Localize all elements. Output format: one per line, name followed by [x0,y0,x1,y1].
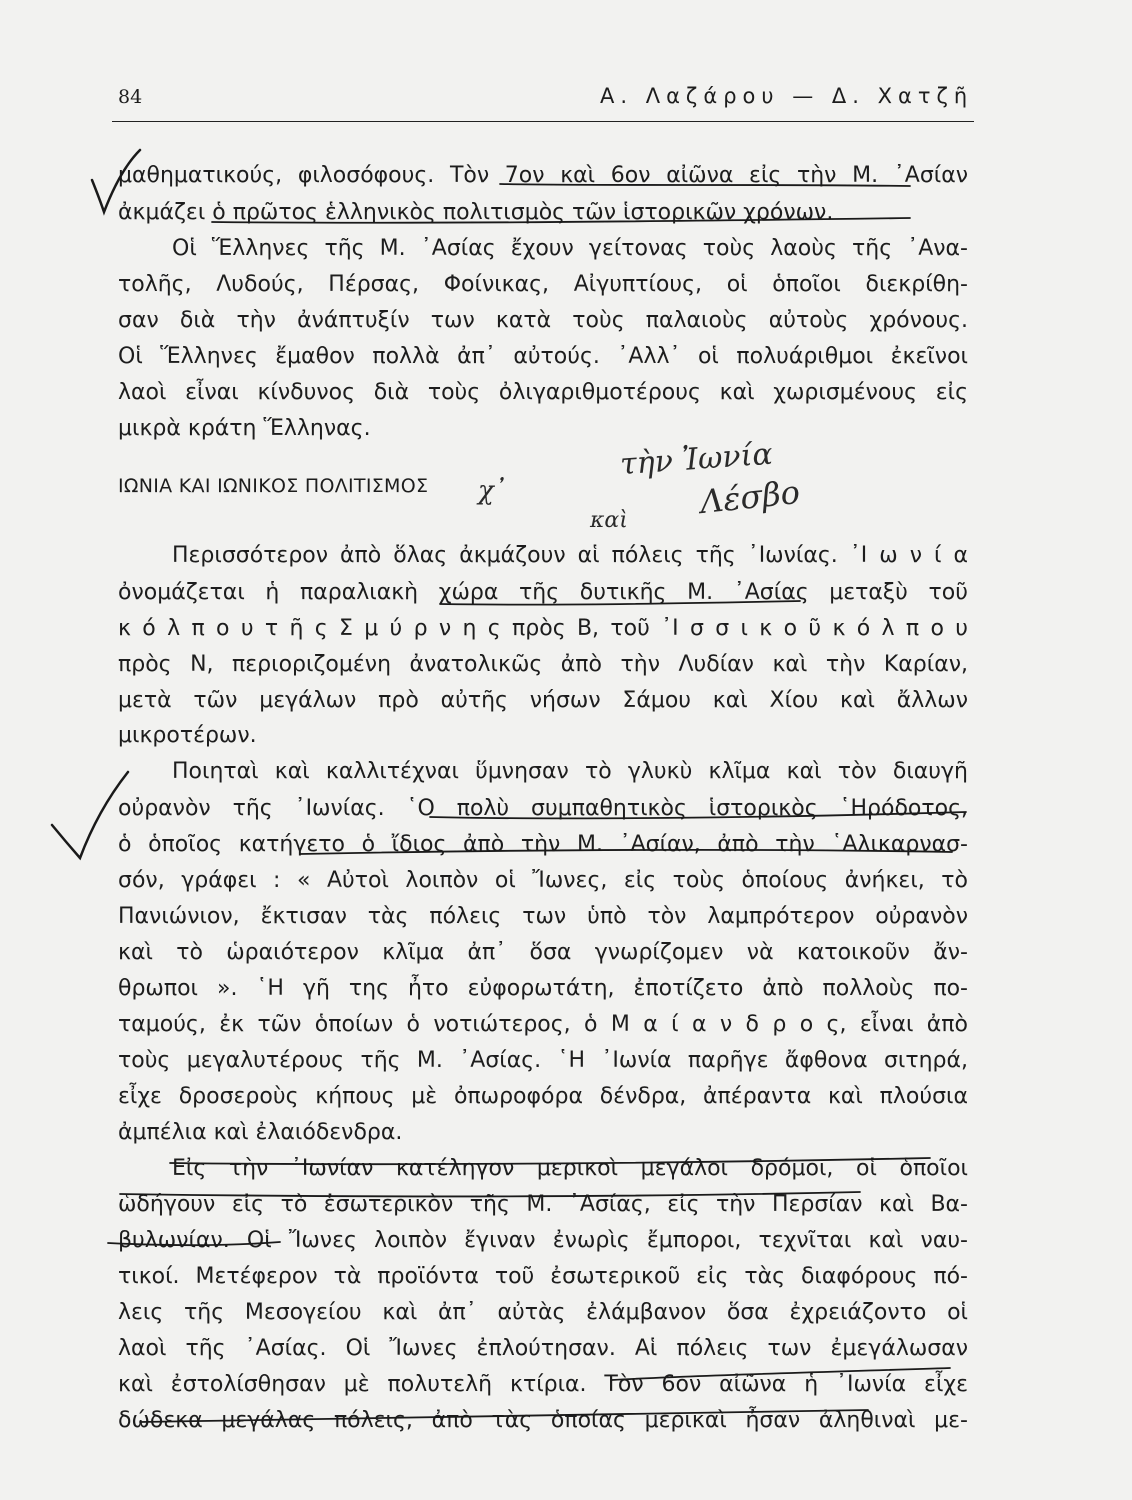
text-line: ταμούς, ἐκ τῶν ὁποίων ὁ νοτιώτερος, ὁ Μ α ί α ν δ ρ ο ς, εἶναι ἀπὸ [118,1012,968,1037]
text-line: τολῆς, Λυδούς, Πέρσας, Φοίνικας, Αἰγυπτίους, οἱ ὁποῖοι διεκρίθη- [118,272,968,297]
text-line: θρωποι ». ῾Η γῆ της ἦτο εὐφορωτάτη, ἐποτίζετο ἀπὸ πολλοὺς πο- [118,976,968,1001]
handwritten-note: Λέσβο [698,472,802,522]
text-line: ὁ ὁποῖος κατήγετο ὁ ἴδιος ἀπὸ τὴν Μ. ᾿Ασίαν, ἀπὸ τὴν ῾Αλικαρνασ- [118,832,968,857]
text-line: λεις τῆς Μεσογείου καὶ ἀπ᾿ αὐτὰς ἐλάμβανον ὅσα ἐχρειάζοντο οἱ [118,1300,968,1325]
text-line: εἶχε δροσεροὺς κήπους μὲ ὀπωροφόρα δένδρα, ἀπέραντα καὶ πλούσια [118,1084,968,1109]
section-heading: ΙΩΝΙΑ ΚΑΙ ΙΩΝΙΚΟΣ ΠΟΛΙΤΙΣΜΟΣ [118,475,429,497]
text-line: Ποιηταὶ καὶ καλλιτέχναι ὕμνησαν τὸ γλυκὺ κλῖμα καὶ τὸν διαυγῆ [172,759,968,784]
text-line: Πανιώνιον, ἔκτισαν τὰς πόλεις των ὑπὸ τὸν λαμπρότερον οὐρανὸν [118,904,968,929]
handwritten-note: καὶ [590,508,628,533]
text-line: τοὺς μεγαλυτέρους τῆς Μ. ᾿Ασίας. ῾Η ᾿Ιωνία παρῆγε ἄφθονα σιτηρά, [118,1048,968,1073]
text-line: οὐρανὸν τῆς ᾿Ιωνίας. ῾Ο πολὺ συμπαθητικὸς ἱστορικὸς ῾Ηρόδοτος, [118,796,968,821]
text-line: ὀνομάζεται ἡ παραλιακὴ χώρα τῆς δυτικῆς Μ. ᾿Ασίας μεταξὺ τοῦ [118,580,968,605]
text-line: Οἱ Ἕλληνες ἔμαθον πολλὰ ἀπ᾿ αὐτούς. ᾿Αλλ᾿ οἱ πολυάριθμοι ἐκεῖνοι [118,344,968,369]
text-line: ὡδήγουν εἰς τὸ ἐσωτερικὸν τῆς Μ. ᾿Ασίας, εἰς τὴν Περσίαν καὶ Βα- [118,1192,968,1217]
text-line: λαοὶ εἶναι κίνδυνος διὰ τοὺς ὀλιγαριθμοτέρους καὶ χωρισμένους εἰς [118,380,968,405]
text-line: σόν, γράφει : « Αὐτοὶ λοιπὸν οἱ Ἴωνες, εἰς τοὺς ὁποίους ἀνήκει, τὸ [118,868,968,893]
text-line: μαθηματικούς, φιλοσόφους. Τὸν 7ον καὶ 6ον αἰῶνα εἰς τὴν Μ. ᾿Ασίαν [118,163,968,188]
text-line: καὶ τὸ ὡραιότερον κλῖμα ἀπ᾿ ὅσα γνωρίζομεν νὰ κατοικοῦν ἄν- [118,940,968,965]
page-number: 84 [118,86,143,108]
text-line: κ ό λ π ο υ τ ῆ ς Σ μ ύ ρ ν η ς πρὸς Β, τοῦ ᾿Ι σ σ ι κ ο ῦ κ ό λ π ο υ [118,616,968,641]
text-line: πρὸς Ν, περιοριζομένη ἀνατολικῶς ἀπὸ τὴν Λυδίαν καὶ τὴν Καρίαν, [118,652,968,677]
running-header: Α. Λαζάρου — Δ. Χατζῆ [600,84,974,108]
text-line: Εἰς τὴν ᾿Ιωνίαν κατέληγον μερικοὶ μεγάλοι δρόμοι, οἱ ὁποῖοι [172,1156,968,1181]
text-line: τικοί. Μετέφερον τὰ προϊόντα τοῦ ἐσωτερικοῦ εἰς τὰς διαφόρους πό- [118,1264,968,1289]
text-line: μικροτέρων. [118,723,257,748]
text-line: ἀμπέλια καὶ ἐλαιόδενδρα. [118,1120,403,1145]
text-line: Περισσότερον ἀπὸ ὅλας ἀκμάζουν αἱ πόλεις τῆς ᾿Ιωνίας. ᾿Ι ω ν ί α [172,543,968,568]
text-line: μικρὰ κράτη Ἕλληνας. [118,416,371,441]
handwritten-note: τὴν Ἰωνία [618,436,774,483]
header-rule [112,121,974,122]
text-line: Οἱ Ἕλληνες τῆς Μ. ᾿Ασίας ἔχουν γείτονας τοὺς λαοὺς τῆς ᾿Ανα- [172,236,968,261]
handwritten-note: χ᾿ [478,476,507,506]
text-line: καὶ ἐστολίσθησαν μὲ πολυτελῆ κτίρια. Τὸν 6ον αἰῶνα ἡ ᾿Ιωνία εἶχε [118,1372,968,1397]
text-line: μετὰ τῶν μεγάλων πρὸ αὐτῆς νήσων Σάμου καὶ Χίου καὶ ἄλλων [118,688,968,713]
text-line: βυλωνίαν. Οἱ Ἴωνες λοιπὸν ἔγιναν ἐνωρὶς ἔμποροι, τεχνῖται καὶ ναυ- [118,1228,968,1253]
text-line: δώδεκα μεγάλας πόλεις, ἀπὸ τὰς ὁποίας μερικαὶ ἦσαν ἀληθιναὶ με- [118,1408,968,1433]
text-line: ἀκμάζει ὁ πρῶτος ἑλληνικὸς πολιτισμὸς τῶν ἱστορικῶν χρόνων. [118,200,834,225]
check-mark-middle [52,772,128,858]
text-line: λαοὶ τῆς ᾿Ασίας. Οἱ Ἴωνες ἐπλούτησαν. Αἱ πόλεις των ἐμεγάλωσαν [118,1336,968,1361]
text-line: σαν διὰ τὴν ἀνάπτυξίν των κατὰ τοὺς παλαιοὺς αὐτοὺς χρόνους. [118,308,968,333]
